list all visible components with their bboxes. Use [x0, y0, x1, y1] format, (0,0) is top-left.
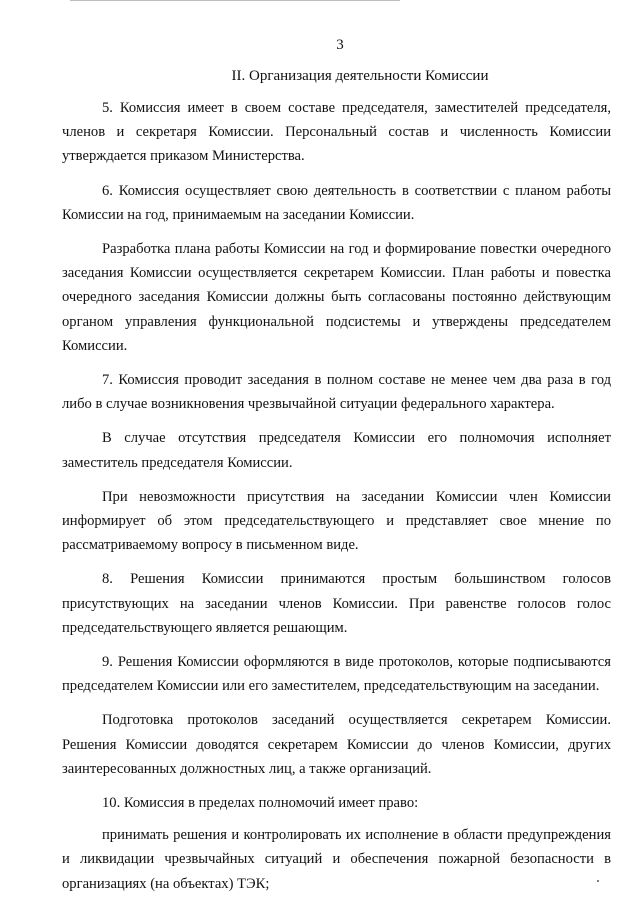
paragraph-9: 9. Решения Комиссии оформляются в виде протоколов, которые подписываются председателем Комиссии или его заместителем, председательствующим на заседании.: [62, 654, 611, 695]
scan-edge-line: [70, 0, 400, 1]
paragraph-7: 7. Комиссия проводит заседания в полном составе не менее чем два раза в год либо в случае возникновения чрезвычайной ситуации федерального характера.: [62, 372, 611, 413]
scan-speck: [597, 880, 599, 882]
paragraph-5: 5. Комиссия имеет в своем составе председателя, заместителей председателя, членов и секретаря Комиссии. Персональный состав и численность Комиссии утверждается приказом Министерства.: [62, 100, 611, 165]
paragraph-8: 8. Решения Комиссии принимаются простым большинством голосов присутствующих на заседании членов Комиссии. При равенстве голосов голос председательствующего является решающим.: [62, 571, 611, 636]
paragraph-6-plan: Разработка плана работы Комиссии на год и формирование повестки очередного заседания Комиссии осуществляется секретарем Комиссии. План работы и повестка очередного заседания Комиссии должны быть согласованы постоянно действующим органом управления функциональной подсистемы и утверждены председателем Комиссии.: [62, 241, 611, 354]
page-number: 3: [336, 37, 344, 53]
document-body: [62, 96, 611, 906]
paragraph-6: 6. Комиссия осуществляет свою деятельность в соответствии с планом работы Комиссии на год, принимаемым на заседании Комиссии.: [62, 182, 611, 223]
paragraph-10: 10. Комиссия в пределах полномочий имеет право:: [102, 795, 419, 812]
paragraph-7-member: При невозможности присутствия на заседании Комиссии член Комиссии информирует об этом председательствующего и представляет свое мнение по рассматриваемому вопросу в письменном виде.: [62, 488, 611, 554]
section-heading: II. Организация деятельности Комиссии: [231, 68, 489, 84]
paragraph-7-absence: В случае отсутствия председателя Комиссии его полномочия исполняет заместитель председателя Комиссии.: [62, 430, 611, 471]
paragraph-10-right: принимать решения и контролировать их исполнение в области предупреждения и ликвидации чрезвычайных ситуаций и обеспечения пожарной безопасности в организациях (на объектах) ТЭК;: [62, 827, 611, 892]
paragraph-9-protocols: Подготовка протоколов заседаний осуществляется секретарем Комиссии. Решения Комиссии доводятся секретарем Комиссии до членов Комиссии, других заинтересованных должностных лиц, а также организаций.: [62, 712, 611, 777]
